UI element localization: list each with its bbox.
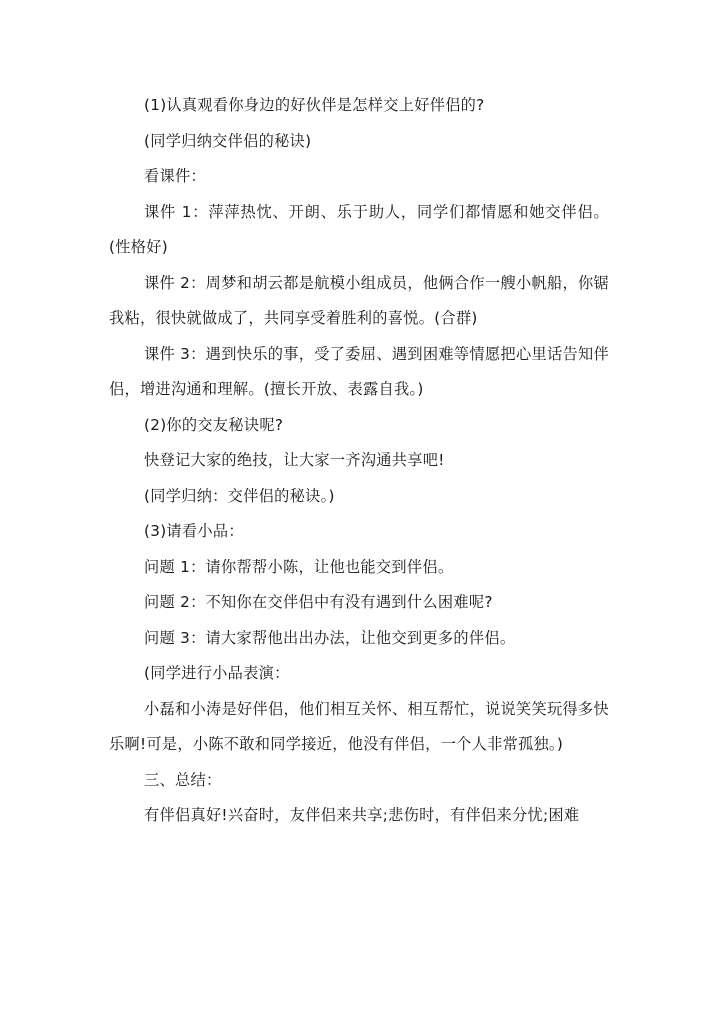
paragraph-7: (2)你的交友秘诀呢? bbox=[144, 415, 284, 434]
paragraph-17: 有伴侣真好!兴奋时，友伴侣来共享;悲伤时，有伴侣来分忧;困难 bbox=[144, 806, 580, 824]
paragraph-8: 快登记大家的绝技，让大家一齐沟通共享吧! bbox=[144, 451, 445, 469]
paragraph-14: (同学进行小品表演： bbox=[144, 664, 290, 682]
paragraph-2: (同学归纳交伴侣的秘诀) bbox=[144, 131, 312, 150]
paragraph-4: 课件 1：萍萍热忱、开朗、乐于助人，同学们都情愿和她交伴侣。(性格好) bbox=[109, 202, 609, 256]
document-body bbox=[109, 88, 609, 834]
paragraph-9: (同学归纳：交伴侣的秘诀。) bbox=[144, 486, 335, 505]
paragraph-11: 问题 1：请你帮帮小陈，让他也能交到伴侣。 bbox=[144, 557, 454, 576]
paragraph-13: 问题 3：请大家帮他出出办法，让他交到更多的伴侣。 bbox=[144, 628, 516, 647]
paragraph-6: 课件 3：遇到快乐的事，受了委屈、遇到困难等情愿把心里话告知伴侣，增进沟通和理解。(擅长开放、表露自我。) bbox=[109, 344, 609, 398]
paragraph-16: 三、总结： bbox=[144, 770, 222, 789]
paragraph-3: 看课件： bbox=[144, 167, 206, 185]
paragraph-15: 小磊和小涛是好伴侣，他们相互关怀、相互帮忙，说说笑笑玩得多快乐啊!可是，小陈不敢和同学接近，他没有伴侣，一个人非常孤独。) bbox=[109, 699, 609, 753]
paragraph-10: (3)请看小品： bbox=[144, 522, 244, 540]
paragraph-1: (1)认真观看你身边的好伙伴是怎样交上好伴侣的? bbox=[144, 96, 485, 114]
paragraph-12: 问题 2：不知你在交伴侣中有没有遇到什么困难呢? bbox=[144, 593, 493, 611]
paragraph-5: 课件 2：周梦和胡云都是航模小组成员，他俩合作一艘小帆船，你锯我粘，很快就做成了，共同享受着胜利的喜悦。(合群) bbox=[109, 273, 609, 327]
